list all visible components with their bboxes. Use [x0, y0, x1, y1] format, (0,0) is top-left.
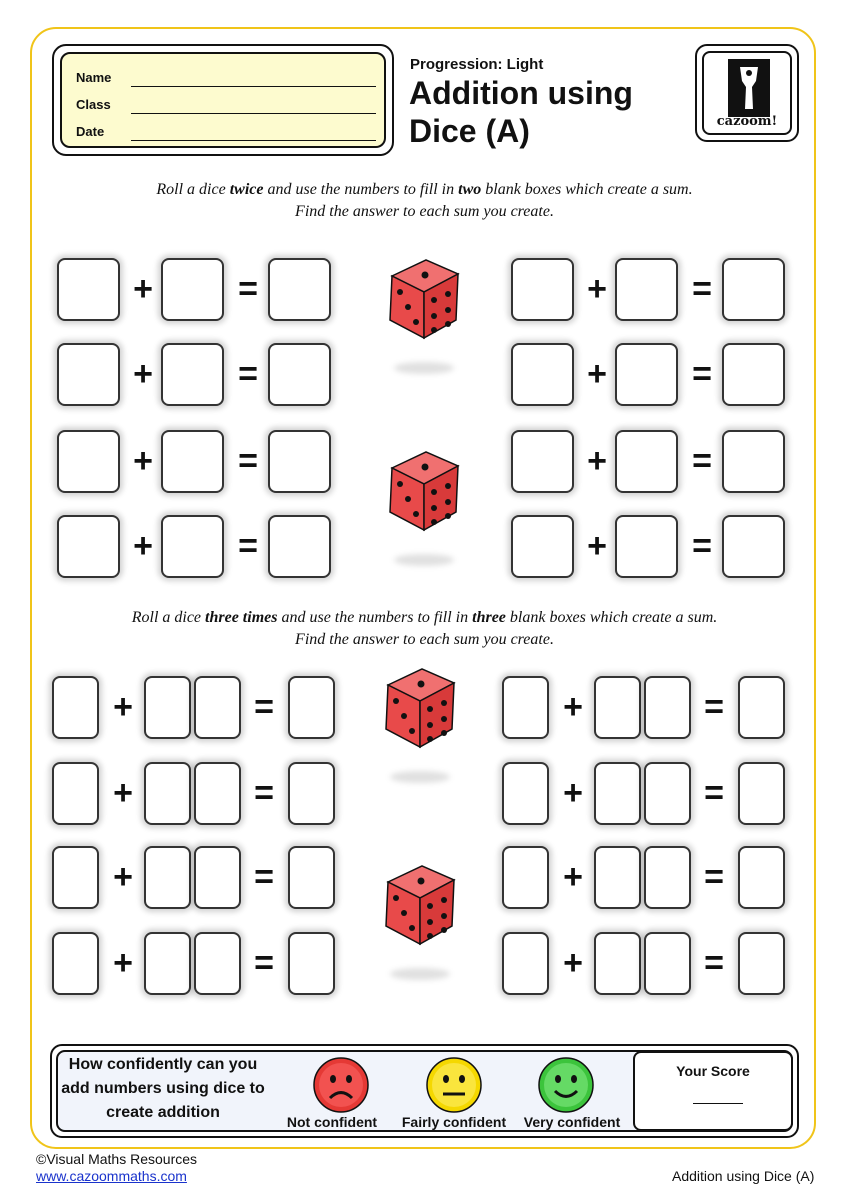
answer-box[interactable]	[722, 258, 785, 321]
answer-box[interactable]	[288, 932, 335, 995]
answer-box[interactable]	[722, 343, 785, 406]
answer-box[interactable]	[502, 762, 549, 825]
instr2-emph: three	[472, 609, 506, 626]
plus-sign: +	[133, 442, 153, 480]
dice-shadow	[390, 771, 450, 783]
instr1-line2: Find the answer to each sum you create.	[295, 203, 554, 220]
answer-box[interactable]	[288, 846, 335, 909]
answer-box[interactable]	[57, 515, 120, 578]
answer-box[interactable]	[52, 762, 99, 825]
plus-sign: +	[563, 944, 583, 982]
plus-sign: +	[563, 688, 583, 726]
answer-box[interactable]	[594, 676, 641, 739]
logo-text: cazoom!	[716, 114, 778, 129]
class-line[interactable]	[131, 113, 376, 114]
equals-sign: =	[704, 944, 724, 982]
equals-sign: =	[692, 527, 712, 565]
name-line[interactable]	[131, 86, 376, 87]
answer-box[interactable]	[57, 258, 120, 321]
answer-box[interactable]	[644, 762, 691, 825]
answer-box[interactable]	[161, 430, 224, 493]
instr1-part: Roll a dice	[156, 181, 230, 198]
dice-icon	[380, 663, 460, 753]
equals-sign: =	[238, 527, 258, 565]
answer-box[interactable]	[615, 258, 678, 321]
equals-sign: =	[704, 774, 724, 812]
answer-box[interactable]	[594, 846, 641, 909]
answer-box[interactable]	[194, 762, 241, 825]
plus-sign: +	[113, 944, 133, 982]
plus-sign: +	[587, 355, 607, 393]
dice-shadow	[394, 362, 454, 374]
fairly-confident-face-icon[interactable]	[423, 1054, 485, 1116]
answer-box[interactable]	[738, 932, 785, 995]
plus-sign: +	[133, 355, 153, 393]
instruction-2	[0, 607, 849, 651]
instr2-part: blank boxes which create a sum.	[505, 609, 718, 626]
plus-sign: +	[563, 774, 583, 812]
name-label: Name	[76, 70, 112, 85]
name-row[interactable]	[76, 70, 376, 92]
answer-box[interactable]	[722, 430, 785, 493]
equals-sign: =	[692, 355, 712, 393]
answer-box[interactable]	[144, 932, 191, 995]
answer-box[interactable]	[615, 430, 678, 493]
class-label: Class	[76, 97, 111, 112]
fairly-confident-label: Fairly confident	[401, 1114, 507, 1130]
instr2-line2: Find the answer to each sum you create.	[295, 631, 554, 648]
answer-box[interactable]	[288, 676, 335, 739]
instr2-part: Roll a dice	[131, 609, 206, 626]
progression-label: Progression: Light	[410, 56, 544, 73]
class-row[interactable]	[76, 97, 376, 119]
instr2-part: and use the numbers to fill in	[277, 609, 473, 626]
answer-box[interactable]	[52, 676, 99, 739]
student-info-box	[52, 44, 394, 156]
answer-box[interactable]	[161, 515, 224, 578]
equals-sign: =	[238, 355, 258, 393]
answer-box[interactable]	[511, 258, 574, 321]
plus-sign: +	[587, 527, 607, 565]
plus-sign: +	[133, 270, 153, 308]
not-confident-label: Not confident	[286, 1114, 378, 1130]
answer-box[interactable]	[52, 846, 99, 909]
plus-sign: +	[563, 858, 583, 896]
score-label: Your Score	[676, 1063, 750, 1079]
instr2-emph: three times	[205, 609, 278, 626]
answer-box[interactable]	[511, 515, 574, 578]
answer-box[interactable]	[738, 762, 785, 825]
equals-sign: =	[238, 442, 258, 480]
answer-box[interactable]	[194, 932, 241, 995]
instr1-emph: two	[458, 181, 482, 198]
website-link[interactable]: www.cazoommaths.com	[36, 1168, 187, 1184]
answer-box[interactable]	[594, 932, 641, 995]
date-row[interactable]	[76, 124, 376, 146]
very-confident-face-icon[interactable]	[535, 1054, 597, 1116]
answer-box[interactable]	[161, 258, 224, 321]
answer-box[interactable]	[194, 676, 241, 739]
instruction-1	[0, 179, 849, 223]
plus-sign: +	[587, 270, 607, 308]
very-confident-label: Very confident	[523, 1114, 621, 1130]
answer-box[interactable]	[144, 846, 191, 909]
answer-box[interactable]	[644, 676, 691, 739]
copyright: ©Visual Maths Resources	[36, 1151, 198, 1167]
instr1-part: blank boxes which create a sum.	[481, 181, 693, 198]
footer-title: Addition using Dice (A)	[672, 1168, 815, 1184]
answer-box[interactable]	[738, 846, 785, 909]
answer-box[interactable]	[144, 762, 191, 825]
website-link-wrap	[36, 1168, 187, 1184]
not-confident-face-icon[interactable]	[310, 1054, 372, 1116]
answer-box[interactable]	[615, 515, 678, 578]
plus-sign: +	[133, 527, 153, 565]
dice-icon	[384, 446, 464, 536]
answer-box[interactable]	[194, 846, 241, 909]
date-line[interactable]	[131, 140, 376, 141]
dice-shadow	[394, 554, 454, 566]
answer-box[interactable]	[268, 430, 331, 493]
answer-box[interactable]	[268, 343, 331, 406]
answer-box[interactable]	[502, 846, 549, 909]
answer-box[interactable]	[57, 430, 120, 493]
plus-sign: +	[587, 442, 607, 480]
score-box[interactable]	[633, 1051, 793, 1131]
cazoom-logo	[695, 44, 799, 142]
dice-icon	[380, 860, 460, 950]
score-line[interactable]	[693, 1103, 743, 1104]
answer-box[interactable]	[738, 676, 785, 739]
answer-box[interactable]	[594, 762, 641, 825]
equals-sign: =	[254, 944, 274, 982]
answer-box[interactable]	[502, 676, 549, 739]
equals-sign: =	[704, 858, 724, 896]
page-title: Addition using Dice (A)	[409, 75, 633, 149]
dice-shadow	[390, 968, 450, 980]
plus-sign: +	[113, 774, 133, 812]
equals-sign: =	[254, 688, 274, 726]
answer-box[interactable]	[615, 343, 678, 406]
confidence-question: How confidently can you add numbers using dice to create addition	[61, 1056, 265, 1121]
dice-icon	[384, 254, 464, 344]
answer-box[interactable]	[722, 515, 785, 578]
answer-box[interactable]	[644, 932, 691, 995]
answer-box[interactable]	[502, 932, 549, 995]
equals-sign: =	[692, 270, 712, 308]
instr1-emph: twice	[229, 181, 264, 198]
answer-box[interactable]	[288, 762, 335, 825]
answer-box[interactable]	[644, 846, 691, 909]
equals-sign: =	[254, 858, 274, 896]
answer-box[interactable]	[161, 343, 224, 406]
answer-box[interactable]	[52, 932, 99, 995]
instr1-part: and use the numbers to fill in	[263, 181, 459, 198]
equals-sign: =	[704, 688, 724, 726]
answer-box[interactable]	[511, 343, 574, 406]
plus-sign: +	[113, 688, 133, 726]
equals-sign: =	[254, 774, 274, 812]
answer-box[interactable]	[57, 343, 120, 406]
date-label: Date	[76, 124, 105, 139]
equals-sign: =	[238, 270, 258, 308]
equals-sign: =	[692, 442, 712, 480]
answer-box[interactable]	[268, 515, 331, 578]
plus-sign: +	[113, 858, 133, 896]
answer-box[interactable]	[268, 258, 331, 321]
answer-box[interactable]	[511, 430, 574, 493]
answer-box[interactable]	[144, 676, 191, 739]
